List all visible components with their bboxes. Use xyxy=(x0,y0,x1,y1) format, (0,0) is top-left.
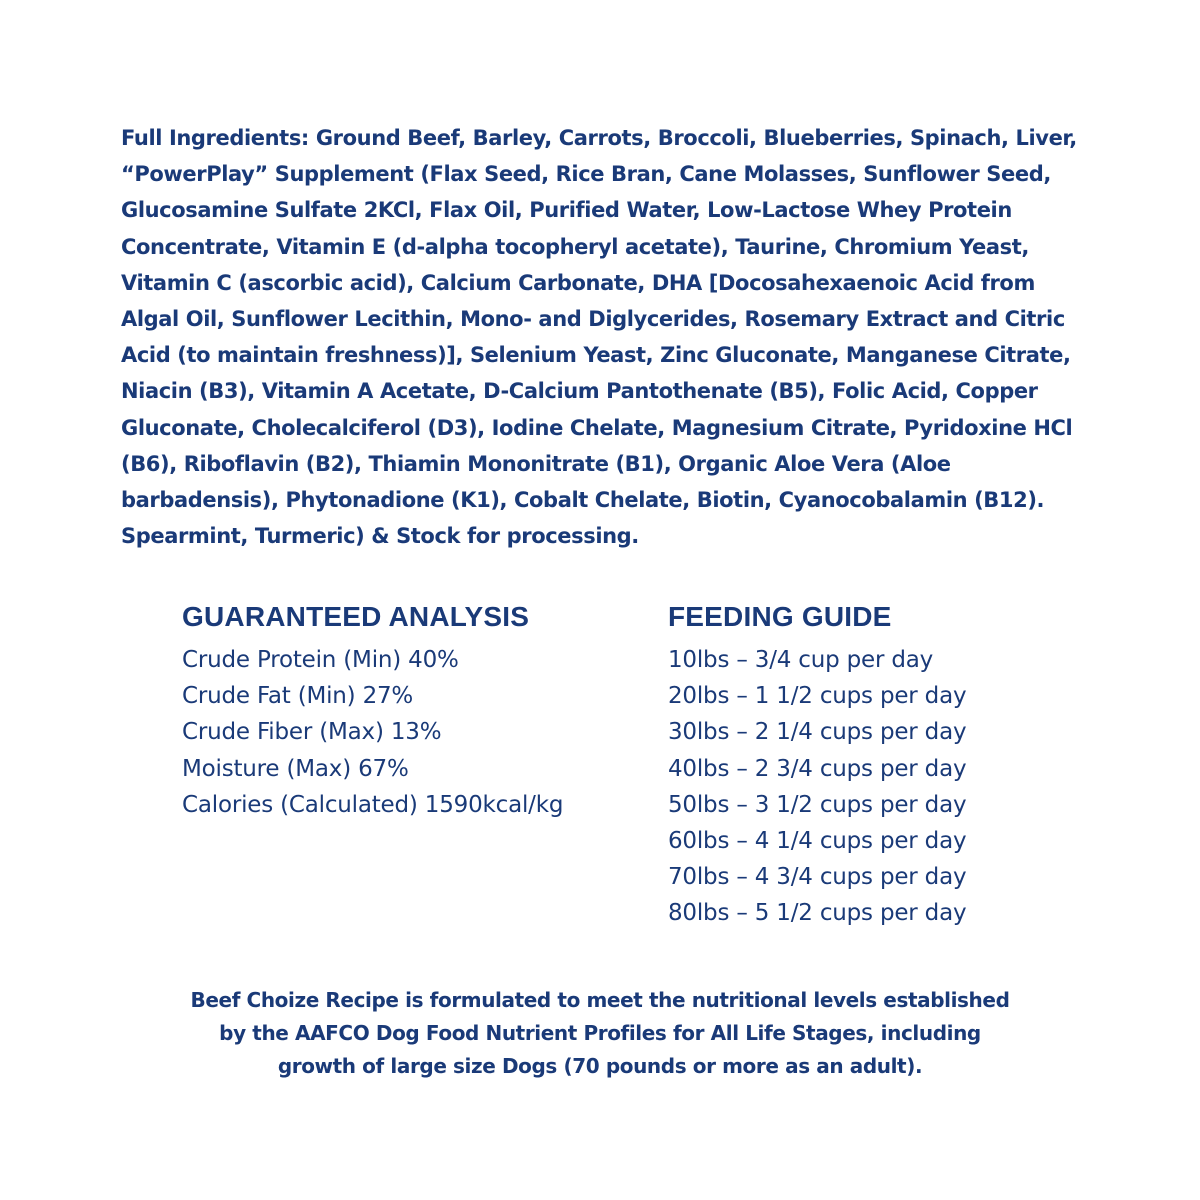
aafco-statement-line: growth of large size Dogs (70 pounds or more as an adult). xyxy=(277,1054,923,1078)
feeding-guide-section xyxy=(668,598,1088,932)
analysis-item-protein: Crude Protein (Min) 40% xyxy=(182,647,459,673)
aafco-statement-line: by the AAFCO Dog Food Nutrient Profiles for All Life Stages, including xyxy=(219,1021,981,1045)
full-ingredients-text: Full Ingredients: Ground Beef, Barley, Carrots, Broccoli, Blueberries, Spinach, Liver, “PowerPlay” Supplement (Flax Seed, Rice Bran, Cane Molasses, Sunflower Seed, Glucosamine Sulfate 2KCl, Flax Oil, Purified Water, Low-Lactose Whey Protein Concentrate, Vitamin E (d-alpha tocopheryl acetate), Taurine, Chromium Yeast, Vitamin C (ascorbic acid), Calcium Carbonate, DHA [Docosahexaenoic Acid from Algal Oil, Sunflower Lecithin, Mono- and Diglycerides, Rosemary Extract and Citric Acid (to maintain freshness)], Selenium Yeast, Zinc Gluconate, Manganese Citrate, Niacin (B3), Vitamin A Acetate, D-Calcium Pantothenate (B5), Folic Acid, Copper Gluconate, Cholecalciferol (D3), Iodine Chelate, Magnesium Citrate, Pyridoxine HCl (B6), Riboflavin (B2), Thiamin Mononitrate (B1), Organic Aloe Vera (Aloe barbadensis), Phytonadione (K1), Cobalt Chelate, Biotin, Cyanocobalamin (B12). Spearmint, Turmeric) & Stock for processing. xyxy=(121,126,1077,549)
analysis-item-fiber: Crude Fiber (Max) 13% xyxy=(182,719,442,746)
guaranteed-analysis-title: GUARANTEED ANALYSIS xyxy=(182,601,530,632)
feeding-guide-list xyxy=(668,642,1088,932)
feeding-item-10lbs: 10lbs – 3/4 cup per day xyxy=(668,647,934,673)
feeding-guide-title: FEEDING GUIDE xyxy=(668,601,892,632)
aafco-statement xyxy=(150,984,1050,1083)
analysis-item-calories: Calories (Calculated) 1590kcal/kg xyxy=(182,791,564,818)
guaranteed-analysis-list xyxy=(182,642,622,823)
analysis-item-moisture: Moisture (Max) 67% xyxy=(182,755,409,782)
feeding-item-80lbs: 80lbs – 5 1/2 cups per day xyxy=(668,900,967,927)
feeding-item-20lbs: 20lbs – 1 1/2 cups per day xyxy=(668,683,967,710)
feeding-item-60lbs: 60lbs – 4 1/4 cups per day xyxy=(668,828,967,855)
analysis-item-fat: Crude Fat (Min) 27% xyxy=(182,683,414,710)
feeding-item-70lbs: 70lbs – 4 3/4 cups per day xyxy=(668,864,967,891)
guaranteed-analysis-section xyxy=(182,598,622,823)
feeding-item-30lbs: 30lbs – 2 1/4 cups per day xyxy=(668,719,967,746)
aafco-statement-line: Beef Choize Recipe is formulated to meet the nutritional levels established xyxy=(190,988,1010,1012)
feeding-item-50lbs: 50lbs – 3 1/2 cups per day xyxy=(668,791,967,818)
feeding-item-40lbs: 40lbs – 2 3/4 cups per day xyxy=(668,755,967,782)
